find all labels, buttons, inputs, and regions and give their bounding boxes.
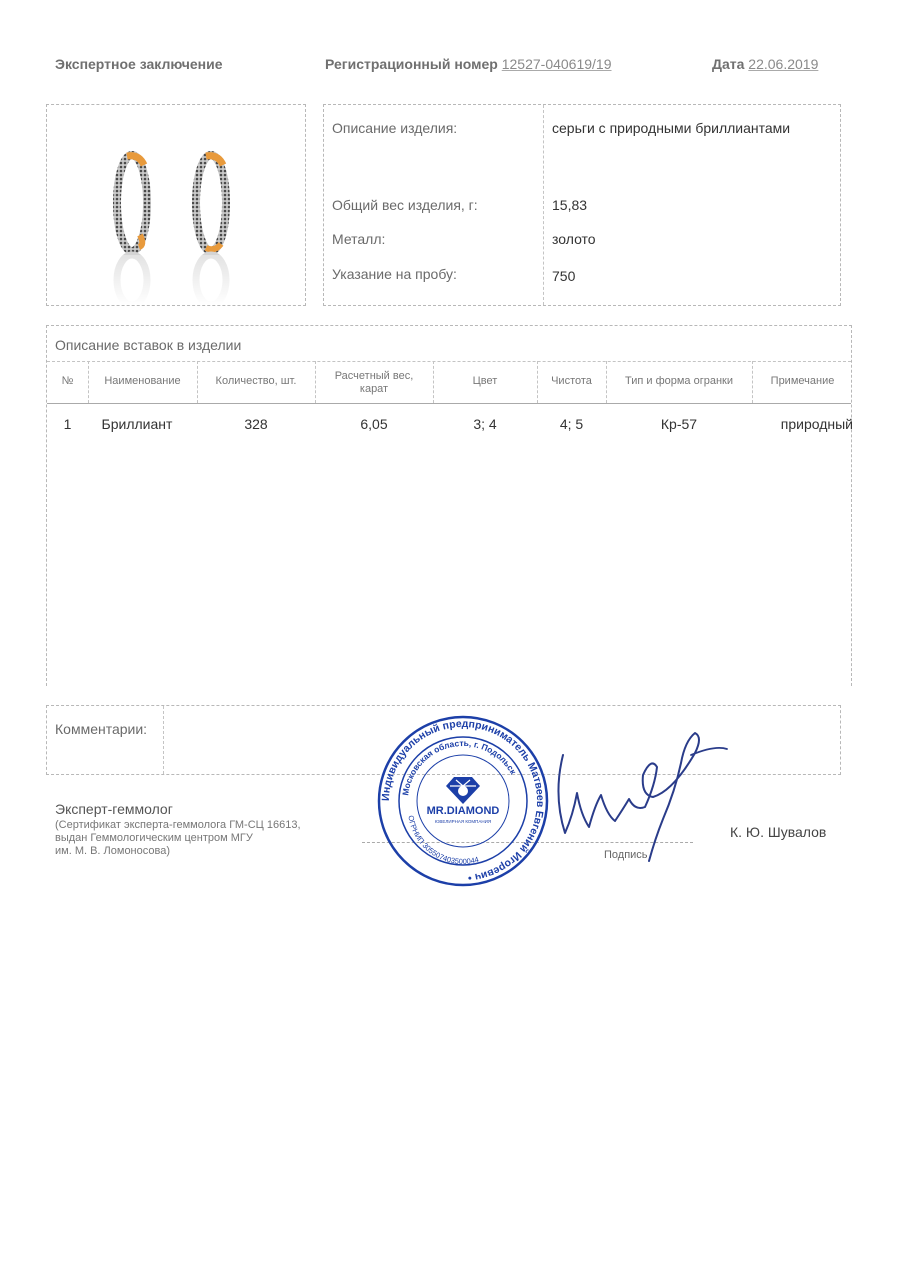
assay-label: Указание на пробу: xyxy=(332,266,457,282)
cell-weight: 6,05 xyxy=(360,416,388,432)
company-stamp xyxy=(376,714,550,888)
cert-line-2: выдан Геммологическим центром МГУ xyxy=(55,832,253,844)
col-clarity: Чистота xyxy=(551,375,592,387)
col-quantity: Количество, шт. xyxy=(215,375,297,387)
stamp-brand: MR.DIAMOND xyxy=(426,805,500,817)
metal-value: золото xyxy=(552,231,596,247)
signature-label: Подпись xyxy=(604,849,648,861)
weight-value: 15,83 xyxy=(552,197,588,213)
col-weight: Расчетный вес, карат xyxy=(334,370,414,395)
cell-note: природный xyxy=(780,416,853,432)
weight-label: Общий вес изделия, г: xyxy=(332,197,478,213)
col-number: № xyxy=(61,375,74,387)
description-label: Описание изделия: xyxy=(332,120,458,136)
item-description-box xyxy=(323,104,841,306)
cert-line-1: (Сертификат эксперта-геммолога ГМ-СЦ 16613, xyxy=(55,819,301,831)
inserts-title: Описание вставок в изделии xyxy=(55,337,242,353)
date xyxy=(712,56,818,72)
cert-line-3: им. М. В. Ломоносова) xyxy=(55,845,170,857)
cell-quantity: 328 xyxy=(244,416,268,432)
registration-label: Регистрационный номер xyxy=(325,56,498,72)
comments-label: Комментарии: xyxy=(55,721,148,737)
cell-name: Бриллиант xyxy=(101,416,173,432)
col-name: Наименование xyxy=(104,375,181,387)
cell-cut: Кр-57 xyxy=(660,416,698,432)
earrings-image xyxy=(47,105,305,305)
expert-name: К. Ю. Шувалов xyxy=(730,824,827,840)
date-label: Дата xyxy=(712,56,745,72)
cell-color: 3; 4 xyxy=(473,416,497,432)
col-note: Примечание xyxy=(770,375,835,387)
document-title: Экспертное заключение xyxy=(55,56,223,72)
description-value: серьги с природными бриллиантами xyxy=(552,120,791,136)
cell-number: 1 xyxy=(63,416,72,432)
stamp-tagline: ЮВЕЛИРНАЯ КОМПАНИЯ xyxy=(434,819,492,824)
stamp-ogrn: ОГРНИП 305507403500044 xyxy=(406,814,480,867)
expert-certificate xyxy=(55,819,301,858)
col-color: Цвет xyxy=(472,375,498,387)
stamp-inner-text: Московская область, г. Подольск xyxy=(400,737,519,797)
registration-value: 12527-040619/19 xyxy=(501,56,612,72)
expert-title: Эксперт-геммолог xyxy=(55,801,173,817)
assay-value: 750 xyxy=(552,268,576,284)
date-value: 22.06.2019 xyxy=(748,56,819,72)
stamp-outer-text: Индивидуальный предприниматель Матвеев Евгений Игоревич • xyxy=(379,717,547,884)
table-header xyxy=(47,361,851,403)
diamond-logo-icon xyxy=(446,777,480,804)
col-cut: Тип и форма огранки xyxy=(624,375,733,387)
inserts-box xyxy=(46,325,852,686)
registration-number xyxy=(325,56,612,72)
table-row xyxy=(47,416,851,436)
product-image-box xyxy=(46,104,306,306)
metal-label: Металл: xyxy=(332,231,386,247)
signature xyxy=(545,715,735,865)
cell-clarity: 4; 5 xyxy=(559,416,584,432)
